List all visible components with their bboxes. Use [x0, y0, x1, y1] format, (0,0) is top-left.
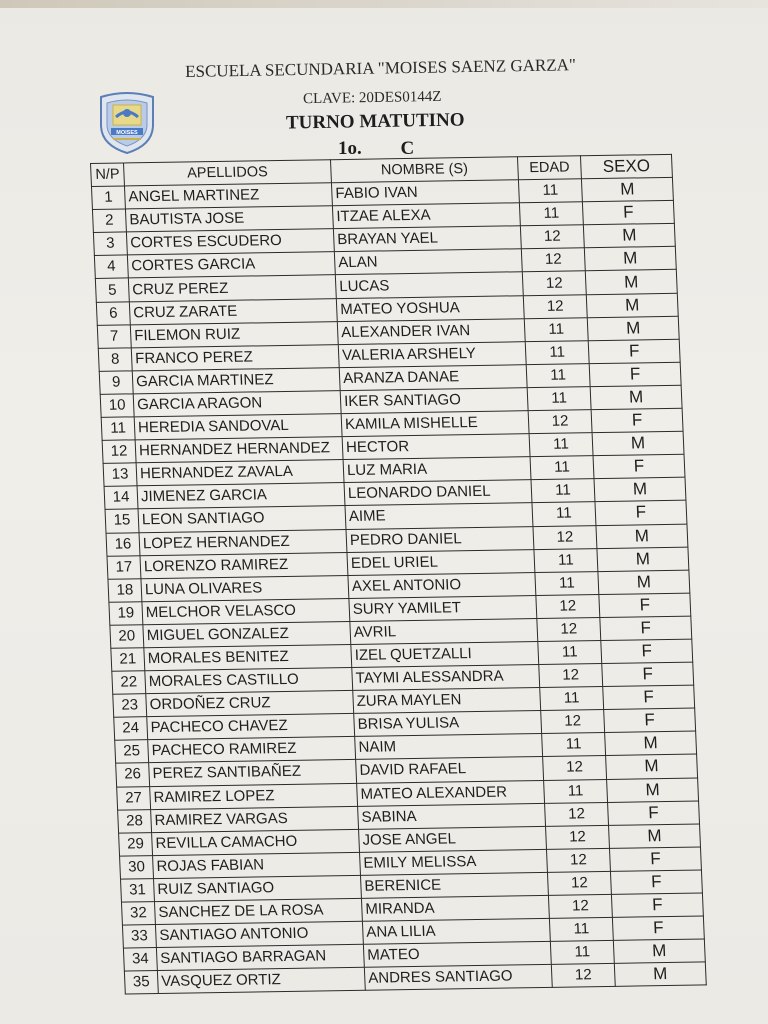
- nombre-cell: IKER SANTIAGO: [340, 388, 528, 414]
- edad-cell: 11: [534, 548, 598, 572]
- sexo-cell: M: [592, 431, 684, 456]
- row-number: 33: [122, 925, 156, 949]
- apellidos-cell: CRUZ ZARATE: [129, 298, 337, 324]
- edad-cell: 11: [518, 179, 582, 203]
- sexo-cell: F: [589, 362, 681, 387]
- edad-cell: 11: [524, 317, 588, 341]
- apellidos-cell: FRANCO PEREZ: [131, 344, 339, 370]
- apellidos-cell: HEREDIA SANDOVAL: [134, 414, 342, 440]
- apellidos-cell: MORALES CASTILLO: [145, 668, 353, 694]
- row-number: 32: [121, 902, 155, 926]
- edad-cell: 11: [544, 779, 608, 803]
- grade-label: 1o.: [338, 138, 362, 159]
- sexo-cell: M: [596, 524, 688, 549]
- edad-cell: 11: [535, 571, 599, 595]
- row-number: 29: [119, 832, 153, 856]
- apellidos-cell: HERNANDEZ HERNANDEZ: [135, 437, 343, 463]
- sexo-cell: F: [591, 408, 683, 433]
- sexo-cell: F: [608, 801, 700, 826]
- sexo-cell: F: [603, 685, 695, 710]
- sexo-cell: M: [598, 570, 690, 595]
- header-apellidos: APELLIDOS: [124, 160, 332, 186]
- row-number: 2: [92, 209, 126, 233]
- row-number: 19: [109, 602, 143, 626]
- row-number: 22: [112, 671, 146, 695]
- nombre-cell: BRAYAN YAEL: [333, 226, 521, 252]
- row-number: 26: [116, 763, 150, 787]
- sexo-cell: F: [582, 201, 674, 226]
- nombre-cell: AVRIL: [350, 618, 538, 644]
- sexo-cell: M: [584, 247, 676, 272]
- nombre-cell: MATEO YOSHUA: [336, 295, 524, 321]
- edad-cell: 12: [543, 756, 607, 780]
- header-nombre: NOMBRE (S): [330, 157, 518, 183]
- sexo-cell: M: [587, 316, 679, 341]
- edad-cell: 11: [529, 433, 593, 457]
- apellidos-cell: SANTIAGO BARRAGAN: [156, 944, 364, 970]
- apellidos-cell: MORALES BENITEZ: [144, 644, 352, 670]
- sexo-cell: M: [581, 177, 673, 202]
- school-shield-logo: [97, 91, 157, 155]
- row-number: 35: [124, 971, 158, 995]
- edad-cell: 11: [530, 456, 594, 480]
- nombre-cell: MATEO: [363, 942, 551, 968]
- group-label: C: [400, 138, 415, 159]
- edad-cell: 12: [546, 825, 610, 849]
- edad-cell: 12: [522, 271, 586, 295]
- row-number: 15: [105, 509, 139, 533]
- row-number: 3: [93, 232, 127, 256]
- apellidos-cell: GARCIA MARTINEZ: [132, 367, 340, 393]
- row-number: 6: [96, 301, 130, 325]
- row-number: 17: [107, 555, 141, 579]
- nombre-cell: EMILY MELISSA: [360, 849, 548, 875]
- student-list-table-wrapper: [90, 154, 707, 995]
- nombre-cell: IZEL QUETZALLI: [351, 641, 539, 667]
- nombre-cell: EDEL URIEL: [347, 549, 535, 575]
- sexo-cell: M: [583, 224, 675, 249]
- sexo-cell: F: [600, 616, 692, 641]
- edad-cell: 12: [548, 894, 612, 918]
- edad-cell: 11: [532, 502, 596, 526]
- header-np: N/P: [91, 163, 125, 187]
- apellidos-cell: ANGEL MARTINEZ: [124, 183, 332, 209]
- nombre-cell: LUCAS: [335, 272, 523, 298]
- sexo-cell: M: [607, 778, 699, 803]
- sexo-cell: F: [612, 916, 704, 941]
- apellidos-cell: REVILLA CAMACHO: [152, 829, 360, 855]
- edad-cell: 11: [540, 687, 604, 711]
- nombre-cell: NAIM: [355, 734, 543, 760]
- school-code: CLAVE: 20DES0144Z: [302, 88, 442, 108]
- apellidos-cell: FILEMON RUIZ: [130, 321, 338, 347]
- sexo-cell: M: [605, 731, 697, 756]
- apellidos-cell: CRUZ PEREZ: [128, 275, 336, 301]
- row-number: 25: [115, 740, 149, 764]
- shift-title: TURNO MATUTINO: [285, 109, 465, 134]
- sexo-cell: M: [606, 754, 698, 779]
- edad-cell: 11: [525, 340, 589, 364]
- nombre-cell: DAVID RAFAEL: [356, 757, 544, 783]
- sexo-cell: F: [601, 639, 693, 664]
- row-number: 7: [97, 325, 131, 349]
- apellidos-cell: PACHECO CHAVEZ: [147, 714, 355, 740]
- desk-edge: [0, 0, 768, 8]
- student-list-table: [90, 154, 707, 995]
- edad-cell: 12: [533, 525, 597, 549]
- sexo-cell: M: [597, 547, 689, 572]
- row-number: 20: [110, 625, 144, 649]
- sexo-cell: M: [594, 478, 686, 503]
- apellidos-cell: MIGUEL GONZALEZ: [143, 621, 351, 647]
- row-number: 4: [94, 255, 128, 279]
- edad-cell: 12: [528, 410, 592, 434]
- nombre-cell: SURY YAMILET: [349, 595, 537, 621]
- nombre-cell: MIRANDA: [361, 895, 549, 921]
- nombre-cell: AXEL ANTONIO: [348, 572, 536, 598]
- apellidos-cell: CORTES ESCUDERO: [126, 229, 334, 255]
- sexo-cell: F: [593, 454, 685, 479]
- edad-cell: 11: [527, 387, 591, 411]
- nombre-cell: ITZAE ALEXA: [332, 203, 520, 229]
- sexo-cell: F: [610, 870, 702, 895]
- header-edad: EDAD: [517, 156, 581, 180]
- apellidos-cell: MELCHOR VELASCO: [142, 598, 350, 624]
- apellidos-cell: GARCIA ARAGON: [133, 391, 341, 417]
- row-number: 5: [95, 278, 129, 302]
- sexo-cell: M: [586, 293, 678, 318]
- apellidos-cell: RAMIREZ LOPEZ: [150, 783, 358, 809]
- edad-cell: 11: [542, 733, 606, 757]
- nombre-cell: AIME: [345, 503, 533, 529]
- row-number: 12: [102, 440, 136, 464]
- apellidos-cell: HERNANDEZ ZAVALA: [136, 460, 344, 486]
- edad-cell: 12: [545, 802, 609, 826]
- row-number: 28: [118, 809, 152, 833]
- sexo-cell: M: [585, 270, 677, 295]
- nombre-cell: BRISA YULISA: [354, 711, 542, 737]
- apellidos-cell: VASQUEZ ORTIZ: [157, 968, 365, 994]
- nombre-cell: KAMILA MISHELLE: [341, 411, 529, 437]
- row-number: 8: [98, 348, 132, 372]
- apellidos-cell: BAUTISTA JOSE: [125, 206, 333, 232]
- nombre-cell: BERENICE: [360, 872, 548, 898]
- grade-group: [338, 138, 414, 160]
- nombre-cell: ALEXANDER IVAN: [337, 318, 525, 344]
- row-number: 13: [103, 463, 137, 487]
- edad-cell: 12: [537, 617, 601, 641]
- row-number: 31: [121, 878, 155, 902]
- edad-cell: 11: [526, 364, 590, 388]
- apellidos-cell: ROJAS FABIAN: [153, 852, 361, 878]
- row-number: 16: [106, 532, 140, 556]
- sexo-cell: F: [604, 708, 696, 733]
- sexo-cell: F: [595, 501, 687, 526]
- row-number: 14: [104, 486, 138, 510]
- apellidos-cell: LEON SANTIAGO: [138, 506, 346, 532]
- apellidos-cell: RUIZ SANTIAGO: [154, 875, 362, 901]
- edad-cell: 12: [523, 294, 587, 318]
- edad-cell: 11: [538, 641, 602, 665]
- apellidos-cell: SANTIAGO ANTONIO: [155, 921, 363, 947]
- nombre-cell: PEDRO DANIEL: [346, 526, 534, 552]
- row-number: 23: [113, 694, 147, 718]
- apellidos-cell: CORTES GARCIA: [127, 252, 335, 278]
- sexo-cell: M: [590, 385, 682, 410]
- row-number: 10: [100, 394, 134, 418]
- school-name: ESCUELA SECUNDARIA "MOISES SAENZ GARZA": [185, 55, 577, 81]
- nombre-cell: TAYMI ALESSANDRA: [352, 665, 540, 691]
- nombre-cell: ZURA MAYLEN: [353, 688, 541, 714]
- edad-cell: 12: [547, 871, 611, 895]
- apellidos-cell: PEREZ SANTIBAÑEZ: [149, 760, 357, 786]
- edad-cell: 11: [550, 941, 614, 965]
- header-sexo: SEXO: [580, 154, 672, 179]
- nombre-cell: ARANZA DANAE: [339, 365, 527, 391]
- nombre-cell: JOSE ANGEL: [359, 826, 547, 852]
- apellidos-cell: LOPEZ HERNANDEZ: [139, 529, 347, 555]
- nombre-cell: SABINA: [358, 803, 546, 829]
- row-number: 34: [123, 948, 157, 972]
- edad-cell: 12: [520, 225, 584, 249]
- edad-cell: 12: [536, 594, 600, 618]
- edad-cell: 12: [541, 710, 605, 734]
- nombre-cell: HECTOR: [342, 434, 530, 460]
- apellidos-cell: PACHECO RAMIREZ: [148, 737, 356, 763]
- nombre-cell: ANA LILIA: [362, 918, 550, 944]
- apellidos-cell: LUNA OLIVARES: [141, 575, 349, 601]
- row-number: 27: [117, 786, 151, 810]
- nombre-cell: FABIO IVAN: [331, 180, 519, 206]
- edad-cell: 12: [546, 848, 610, 872]
- edad-cell: 11: [531, 479, 595, 503]
- row-number: 1: [91, 186, 125, 210]
- edad-cell: 12: [521, 248, 585, 272]
- sexo-cell: M: [609, 824, 701, 849]
- nombre-cell: ALAN: [334, 249, 522, 275]
- sexo-cell: F: [609, 847, 701, 872]
- apellidos-cell: ORDOÑEZ CRUZ: [146, 691, 354, 717]
- row-number: 30: [120, 855, 154, 879]
- row-number: 11: [101, 417, 135, 441]
- edad-cell: 11: [519, 202, 583, 226]
- sexo-cell: F: [599, 593, 691, 618]
- sexo-cell: F: [588, 339, 680, 364]
- sexo-cell: F: [602, 662, 694, 687]
- svg-text:MOISES: MOISES: [116, 130, 138, 136]
- apellidos-cell: RAMIREZ VARGAS: [151, 806, 359, 832]
- row-number: 18: [108, 578, 142, 602]
- row-number: 21: [111, 648, 145, 672]
- nombre-cell: ANDRES SANTIAGO: [364, 965, 552, 991]
- sexo-cell: M: [614, 962, 706, 987]
- apellidos-cell: JIMENEZ GARCIA: [137, 483, 345, 509]
- row-number: 9: [99, 371, 133, 395]
- edad-cell: 12: [539, 664, 603, 688]
- edad-cell: 11: [549, 917, 613, 941]
- nombre-cell: LUZ MARIA: [343, 457, 531, 483]
- apellidos-cell: SANCHEZ DE LA ROSA: [154, 898, 362, 924]
- nombre-cell: MATEO ALEXANDER: [357, 780, 545, 806]
- nombre-cell: VALERIA ARSHELY: [338, 341, 526, 367]
- edad-cell: 12: [551, 964, 615, 988]
- apellidos-cell: LORENZO RAMIREZ: [140, 552, 348, 578]
- sexo-cell: M: [613, 939, 705, 964]
- table-body: [91, 177, 706, 994]
- sexo-cell: F: [611, 893, 703, 918]
- row-number: 24: [114, 717, 148, 741]
- nombre-cell: LEONARDO DANIEL: [344, 480, 532, 506]
